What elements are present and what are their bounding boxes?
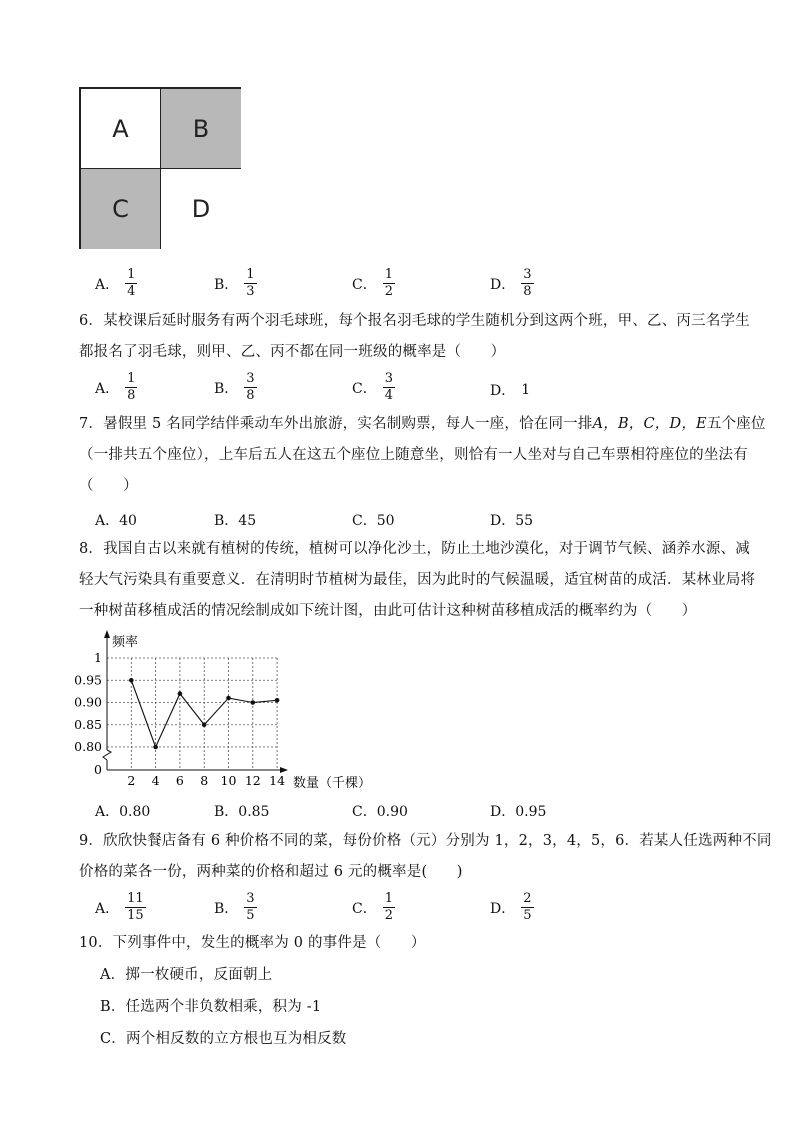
fraction: $\frac{1}{3}$ [246, 267, 255, 299]
fraction: $\frac{3}{5}$ [246, 891, 255, 923]
fraction: $\frac{2}{5}$ [523, 891, 532, 923]
q8-option-c: C．0.90 [352, 804, 408, 820]
fraction: $\frac{3}{4}$ [384, 371, 393, 403]
q8-stem-line1: 8．我国自古以来就有植树的传统，植树可以净化沙土，防止土地沙漠化，对于调节气候、涵养水源、减 [79, 541, 750, 557]
chart-xtick-label: 4 [151, 773, 160, 788]
q5-option-b: B． $\frac{1}{3}$ [214, 267, 255, 299]
fraction: $\frac{1}{2}$ [384, 267, 393, 299]
q6-option-a: A． $\frac{1}{8}$ [95, 371, 136, 403]
chart-xtick-label: 2 [127, 773, 136, 788]
chart-data-point [178, 691, 183, 696]
fraction: $\frac{3}{8}$ [523, 267, 532, 299]
q5-option-d: D． $\frac{3}{8}$ [490, 267, 532, 299]
q10-option-a: A．掷一枚硬币，反面朝上 [100, 967, 273, 983]
fraction: $\frac{11}{15}$ [127, 891, 144, 923]
q8-option-b: B．0.85 [214, 804, 270, 820]
chart-ytick-label: 0.85 [74, 716, 102, 732]
q8-option-a: A．0.80 [95, 804, 151, 820]
chart-xtick-label: 8 [200, 773, 209, 788]
q6-option-d: D． 1 [490, 382, 531, 399]
q6-stem-line2: 都报名了羽毛球，则甲、乙、丙不都在同一班级的概率是（ ） [79, 344, 506, 360]
q6-stem-line1: 6．某校课后延时服务有两个羽毛球班，每个报名羽毛球的学生随机分到这两个班，甲、乙、丙三名学生 [79, 313, 750, 329]
q5-option-c: C． $\frac{1}{2}$ [352, 267, 393, 299]
q6-option-b: B． $\frac{3}{8}$ [214, 371, 255, 403]
q7-option-d: D．55 [490, 513, 534, 529]
grid-cell-a: A [81, 89, 161, 169]
chart-data-point [202, 722, 207, 727]
fraction: $\frac{1}{8}$ [127, 371, 136, 403]
chart-ytick-label: 0.90 [74, 694, 102, 710]
q9-option-a: A． $\frac{11}{15}$ [95, 891, 144, 923]
frequency-line-chart [70, 626, 380, 796]
chart-xtick-label: 6 [175, 773, 184, 788]
q9-option-c: C． $\frac{1}{2}$ [352, 891, 393, 923]
fraction: $\frac{3}{8}$ [246, 371, 255, 403]
chart-data-point [226, 696, 231, 701]
q6-option-c: C． $\frac{3}{4}$ [352, 371, 393, 403]
q9-stem-line2: 价格的菜各一份，两种菜的价格和超过 6 元的概率是( ) [79, 864, 463, 880]
figure-grid [79, 87, 241, 249]
chart-x-axis-label: 数量（千棵） [293, 776, 372, 791]
q10-option-c: C．两个相反数的立方根也互为相反数 [100, 1031, 347, 1047]
grid-cell-c: C [81, 169, 161, 249]
chart-y-axis-arrow [104, 630, 110, 638]
q5-option-a: A． $\frac{1}{4}$ [95, 267, 136, 299]
q10-stem: 10．下列事件中，发生的概率为 0 的事件是（ ） [79, 935, 426, 951]
q9-stem-line1: 9．欣欣快餐店备有 6 种价格不同的菜，每份价格（元）分别为 1，2，3，4，5，6．若某人任选两种不同 [79, 833, 772, 849]
chart-xtick-label: 10 [220, 773, 237, 788]
chart-ytick-label: 0.80 [74, 739, 102, 754]
q9-option-d: D． $\frac{2}{5}$ [490, 891, 532, 923]
chart-grid [107, 658, 277, 770]
q7-stem-line1: 7．暑假里 5 名同学结伴乘动车外出旅游，实名制购票，每人一座，恰在同一排A，B，C，D，E五个座位 [79, 416, 766, 432]
chart-xtick-label: 12 [244, 773, 261, 788]
fraction: $\frac{1}{2}$ [384, 891, 393, 923]
q7-stem-line3: （ ） [79, 478, 138, 494]
chart-y-axis-label: 频率 [112, 635, 139, 650]
chart-data-point [275, 698, 280, 703]
q7-option-b: B．45 [214, 513, 257, 529]
chart-data-point [153, 745, 158, 750]
q7-option-c: C．50 [352, 513, 395, 529]
chart-xtick-label: 14 [269, 773, 286, 788]
q8-option-d: D．0.95 [490, 804, 547, 820]
chart-ytick-label: 1 [94, 650, 102, 665]
chart-data-point [129, 678, 134, 683]
grid-cell-b: B [161, 89, 241, 169]
q8-stem-line2: 轻大气污染具有重要意义．在清明时节植树为最佳，因为此时的气候温暖，适宜树苗的成活．某林业局将 [79, 572, 756, 588]
chart-data-point [251, 700, 256, 705]
chart-ytick-label: 0.95 [74, 672, 102, 688]
fraction: $\frac{1}{4}$ [127, 267, 136, 299]
q10-option-b: B．任选两个非负数相乘，积为 -1 [100, 999, 322, 1015]
grid-cell-d: D [161, 169, 241, 249]
q7-stem-line2: （一排共五个座位），上车后五人在这五个座位上随意坐，则恰有一人坐对与自己车票相符座位的坐法有 [79, 447, 748, 463]
q7-seat-letters: A，B，C，D，E [592, 416, 707, 432]
q9-option-b: B． $\frac{3}{5}$ [214, 891, 255, 923]
chart-ytick-label: 0 [94, 762, 102, 777]
q7-option-a: A．40 [95, 513, 137, 529]
q8-stem-line3: 一种树苗移植成活的情况绘制成如下统计图，由此可估计这种树苗移植成活的概率约为（ ） [79, 603, 697, 619]
chart-axis-break [103, 750, 111, 760]
